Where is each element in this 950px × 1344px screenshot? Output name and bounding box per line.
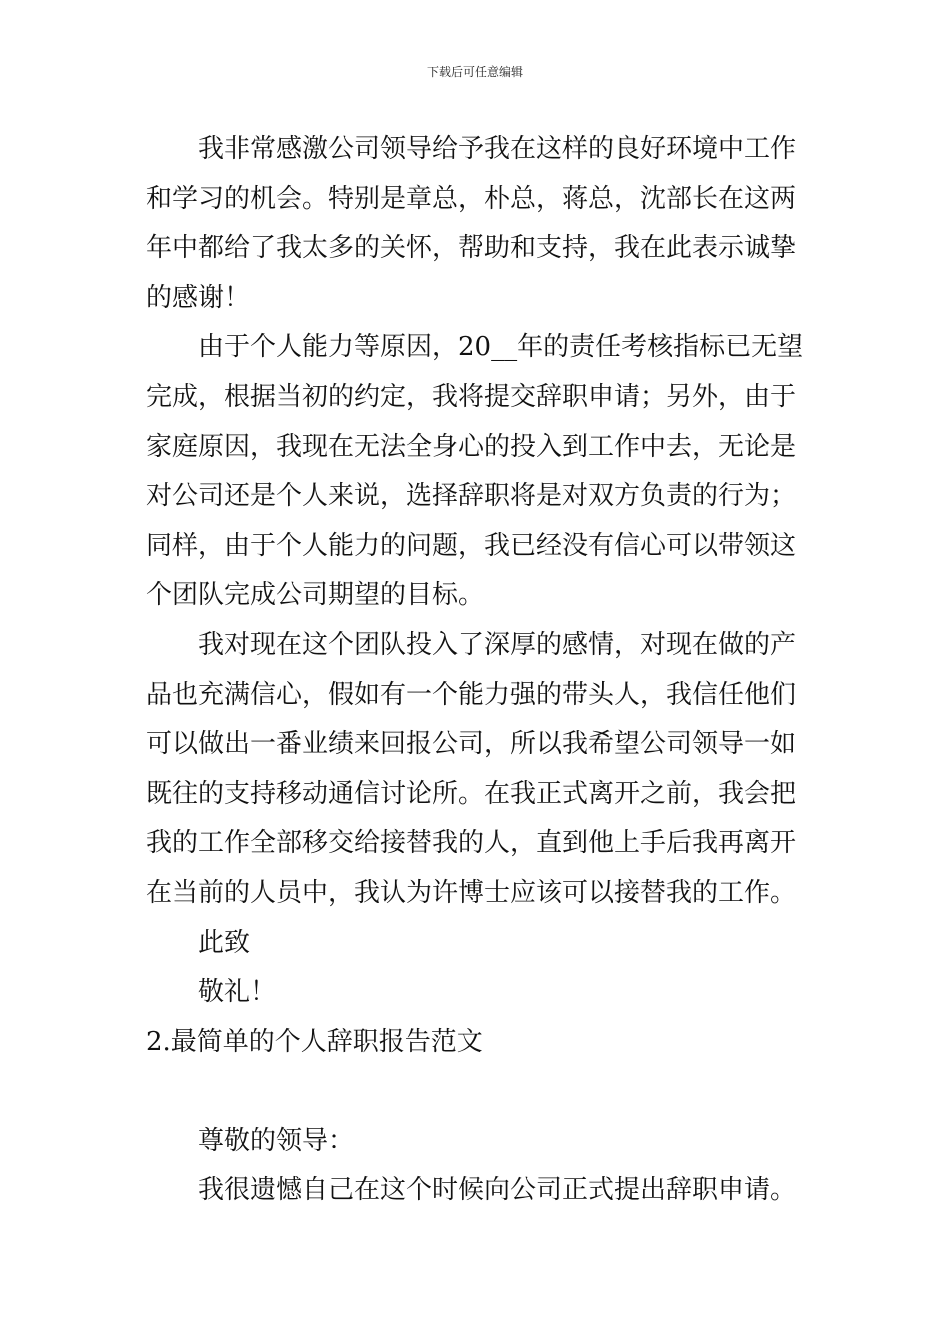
text-line: 个团队完成公司期望的目标。 [146, 580, 485, 611]
closing-salute: 敬礼！ [198, 977, 277, 1008]
text-line: 既往的支持移动通信讨论所。在我正式离开之前，我会把 [146, 778, 797, 809]
text-line: 完成，根据当初的约定，我将提交辞职申请；另外，由于 [146, 381, 797, 412]
text-line: 同样，由于个人能力的问题，我已经没有信心可以带领这 [146, 530, 797, 561]
document-body [146, 125, 812, 1216]
text-line: 可以做出一番业绩来回报公司，所以我希望公司领导一如 [146, 729, 797, 760]
text-line: 和学习的机会。特别是章总，朴总，蒋总，沈部长在这两 [146, 183, 797, 214]
text-line: 我很遗憾自己在这个时候向公司正式提出辞职申请。 [198, 1175, 797, 1206]
page-header: 下载后可任意编辑 [426, 65, 523, 79]
section-heading: 2.最简单的个人辞职报告范文 [146, 1026, 483, 1057]
salutation: 尊敬的领导： [198, 1125, 355, 1156]
text-line: 在当前的人员中，我认为许博士应该可以接替我的工作。 [146, 877, 797, 908]
text-line: 我的工作全部移交给接替我的人，直到他上手后我再离开 [146, 828, 797, 859]
text-line: 由于个人能力等原因，20__年的责任考核指标已无望 [198, 332, 804, 363]
text-line: 对公司还是个人来说，选择辞职将是对双方负责的行为； [146, 481, 797, 512]
text-line: 家庭原因，我现在无法全身心的投入到工作中去，无论是 [146, 431, 797, 462]
text-line: 我非常感激公司领导给予我在这样的良好环境中工作 [198, 134, 797, 164]
text-line: 年中都给了我太多的关怀，帮助和支持，我在此表示诚挚 [146, 233, 797, 264]
blank-line [146, 1067, 812, 1117]
text-line: 我对现在这个团队投入了深厚的感情，对现在做的产 [198, 629, 797, 660]
text-line: 的感谢！ [146, 282, 251, 313]
closing-regards: 此致 [198, 927, 251, 958]
text-line: 品也充满信心，假如有一个能力强的带头人，我信任他们 [146, 679, 797, 710]
